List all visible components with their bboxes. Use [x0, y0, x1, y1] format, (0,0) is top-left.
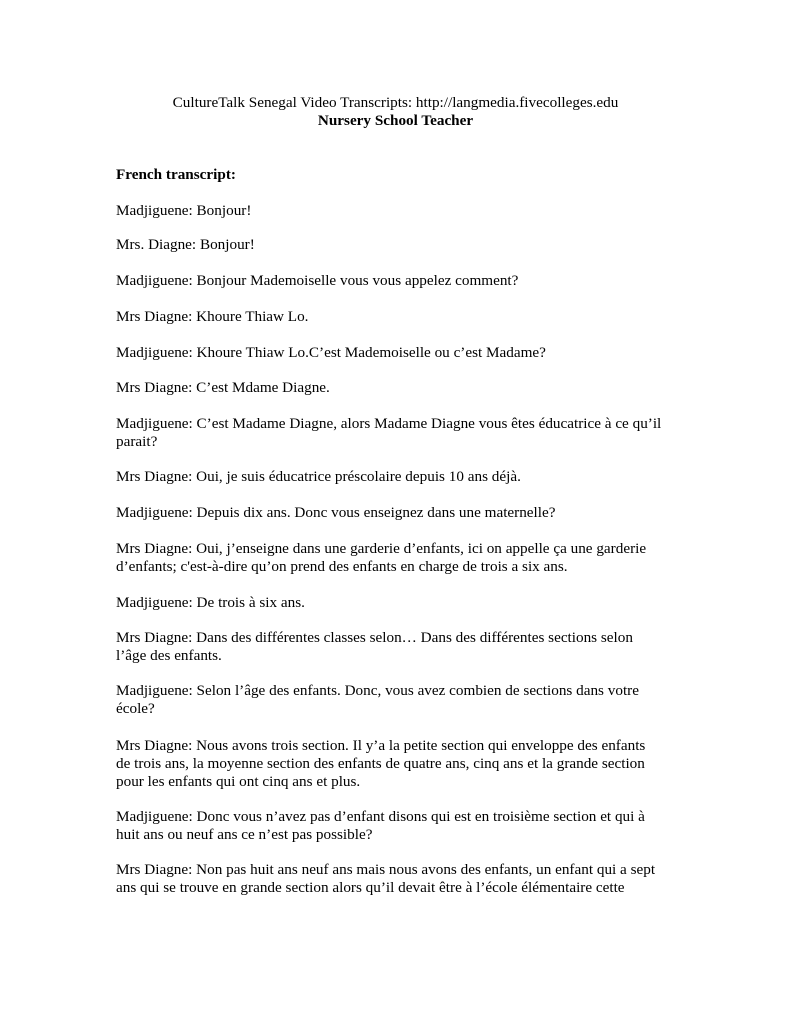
transcript-line: d’enfants; c'est-à-dire qu’on prend des enfants en charge de trois a six ans.: [116, 558, 568, 575]
transcript-paragraph: [116, 629, 686, 665]
transcript-paragraph: [116, 504, 686, 522]
transcript-line: Mrs Diagne: Khoure Thiaw Lo.: [116, 308, 309, 325]
transcript-line: Madjiguene: Bonjour Mademoiselle vous vous appelez comment?: [116, 272, 519, 289]
transcript-paragraph: [116, 737, 686, 791]
transcript-line: Mrs Diagne: Dans des différentes classes selon… Dans des différentes sections selon: [116, 629, 633, 646]
document-title: CultureTalk Senegal Video Transcripts: http://langmedia.fivecolleges.edu: [172, 94, 619, 111]
transcript-paragraph: [116, 540, 686, 576]
transcript-line: pour les enfants qui ont cinq ans et plus.: [116, 773, 361, 790]
transcript-paragraph: [116, 861, 686, 897]
transcript-line: Mrs Diagne: Non pas huit ans neuf ans mais nous avons des enfants, un enfant qui a sept: [116, 861, 656, 878]
transcript-line: Mrs Diagne: C’est Mdame Diagne.: [116, 379, 330, 396]
transcript-paragraph: [116, 344, 686, 362]
transcript-line: Madjiguene: Bonjour!: [116, 202, 252, 219]
transcript-paragraph: [116, 468, 686, 486]
transcript-paragraph: [116, 808, 686, 844]
transcript-line: école?: [116, 700, 155, 717]
transcript-line: Mrs Diagne: Oui, je suis éducatrice préscolaire depuis 10 ans déjà.: [116, 468, 521, 485]
transcript-line: huit ans ou neuf ans ce n’est pas possible?: [116, 826, 373, 843]
transcript-paragraph: [116, 202, 686, 220]
transcript-line: de trois ans, la moyenne section des enfants de quatre ans, cinq ans et la grande section: [116, 755, 645, 772]
transcript-line: ans qui se trouve en grande section alors qu’il devait être à l’école élémentaire cette: [116, 879, 625, 896]
transcript-line: Madjiguene: Selon l’âge des enfants. Donc, vous avez combien de sections dans votre: [116, 682, 639, 699]
transcript-paragraph: [116, 682, 686, 718]
section-heading: French transcript:: [116, 166, 236, 183]
transcript-line: l’âge des enfants.: [116, 647, 222, 664]
transcript-paragraph: [116, 308, 686, 326]
transcript-line: Madjiguene: De trois à six ans.: [116, 594, 305, 611]
transcript-paragraph: [116, 272, 686, 290]
transcript-paragraph: [116, 236, 686, 254]
transcript-line: Mrs Diagne: Nous avons trois section. Il y’a la petite section qui enveloppe des enfants: [116, 737, 646, 754]
transcript-paragraph: [116, 415, 686, 451]
transcript-line: parait?: [116, 433, 158, 450]
transcript-line: Madjiguene: C’est Madame Diagne, alors Madame Diagne vous êtes éducatrice à ce qu’il: [116, 415, 662, 432]
transcript-line: Mrs. Diagne: Bonjour!: [116, 236, 255, 253]
transcript-line: Madjiguene: Khoure Thiaw Lo.C’est Mademoiselle ou c’est Madame?: [116, 344, 546, 361]
transcript-line: Madjiguene: Donc vous n’avez pas d’enfant disons qui est en troisième section et qui à: [116, 808, 645, 825]
transcript-paragraph: [116, 594, 686, 612]
document-subtitle: Nursery School Teacher: [317, 112, 474, 129]
transcript-line: Mrs Diagne: Oui, j’enseigne dans une garderie d’enfants, ici on appelle ça une garderie: [116, 540, 647, 557]
transcript-line: Madjiguene: Depuis dix ans. Donc vous enseignez dans une maternelle?: [116, 504, 556, 521]
transcript-paragraph: [116, 379, 686, 397]
